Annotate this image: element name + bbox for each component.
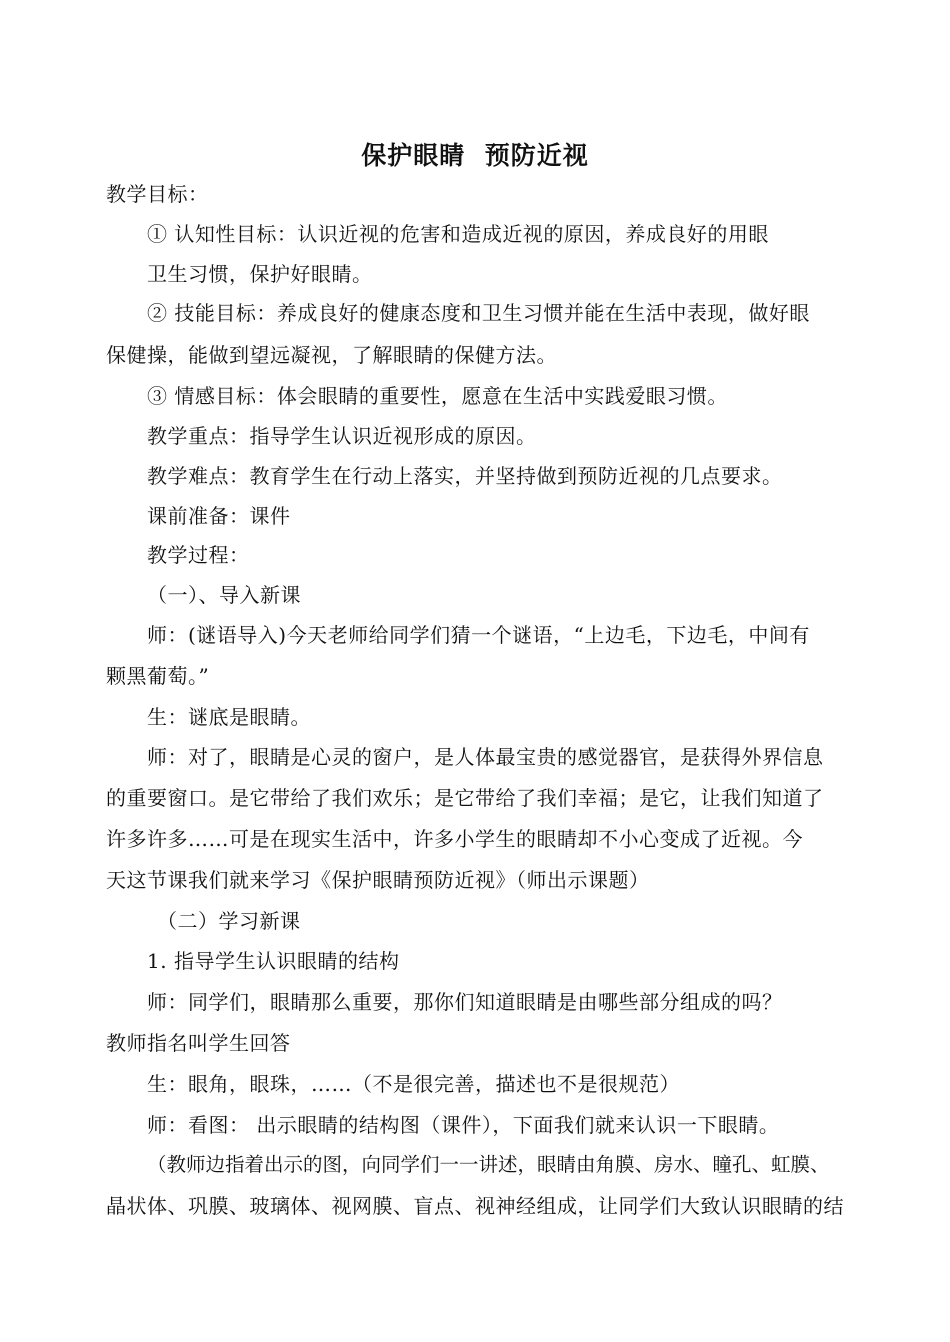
paragraph-line: 生：眼角，眼珠，……（不是很完善，描述也不是很规范）: [147, 1072, 680, 1096]
paragraph-line: 师：同学们，眼睛那么重要，那你们知道眼睛是由哪些部分组成的吗？: [147, 990, 783, 1014]
paragraph-line: ① 认知性目标：认识近视的危害和造成近视的原因，养成良好的用眼: [147, 222, 769, 246]
section-heading-intro: （一）、导入新课: [147, 583, 301, 607]
paragraph-line: 的重要窗口。是它带给了我们欢乐；是它带给了我们幸福；是它，让我们知道了: [106, 786, 824, 810]
paragraph-line: 师：看图： 出示眼睛的结构图（课件），下面我们就来认识一下眼睛。: [147, 1113, 780, 1137]
paragraph-line: 许多许多……可是在现实生活中，许多小学生的眼睛却不小心变成了近视。今: [106, 827, 803, 851]
paragraph-line: 1. 指导学生认识眼睛的结构: [147, 949, 400, 973]
paragraph-line: 教学过程：: [147, 543, 250, 567]
paragraph-line: 生：谜底是眼睛。: [147, 705, 311, 729]
paragraph-line: 师：(谜语导入)今天老师给同学们猜一个谜语，“上边毛，下边毛，中间有: [147, 623, 810, 647]
paragraph-line: ② 技能目标：养成良好的健康态度和卫生习惯并能在生活中表现，做好眼: [147, 301, 810, 325]
section-heading-objectives: 教学目标：: [106, 182, 209, 206]
paragraph-line: 保健操，能做到望远凝视，了解眼睛的保健方法。: [106, 343, 557, 367]
document-title: 保护眼睛 预防近视: [361, 141, 589, 170]
paragraph-line: 颗黑葡萄。”: [106, 664, 210, 688]
paragraph-line: 课前准备：课件: [147, 504, 291, 528]
paragraph-line: ③ 情感目标：体会眼睛的重要性，愿意在生活中实践爱眼习惯。: [147, 384, 728, 408]
paragraph-line: 晶状体、巩膜、玻璃体、视网膜、盲点、视神经组成，让同学们大致认识眼睛的结: [106, 1194, 844, 1218]
section-heading-new-lesson: （二）学习新课: [157, 909, 301, 933]
paragraph-line: 教师指名叫学生回答: [106, 1031, 291, 1055]
paragraph-line: 卫生习惯，保护好眼睛。: [147, 262, 373, 286]
paragraph-line: （教师边指着出示的图，向同学们一一讲述，眼睛由角膜、房水、瞳孔、虹膜、: [147, 1153, 830, 1176]
paragraph-line: 教学重点：指导学生认识近视形成的原因。: [147, 424, 537, 448]
paragraph-line: 教学难点：教育学生在行动上落实，并坚持做到预防近视的几点要求。: [147, 464, 783, 488]
paragraph-line: 师：对了，眼睛是心灵的窗户，是人体最宝贵的感觉器官，是获得外界信息: [147, 745, 824, 769]
paragraph-line: 天这节课我们就来学习《保护眼睛预防近视》（师出示课题）: [106, 868, 650, 892]
